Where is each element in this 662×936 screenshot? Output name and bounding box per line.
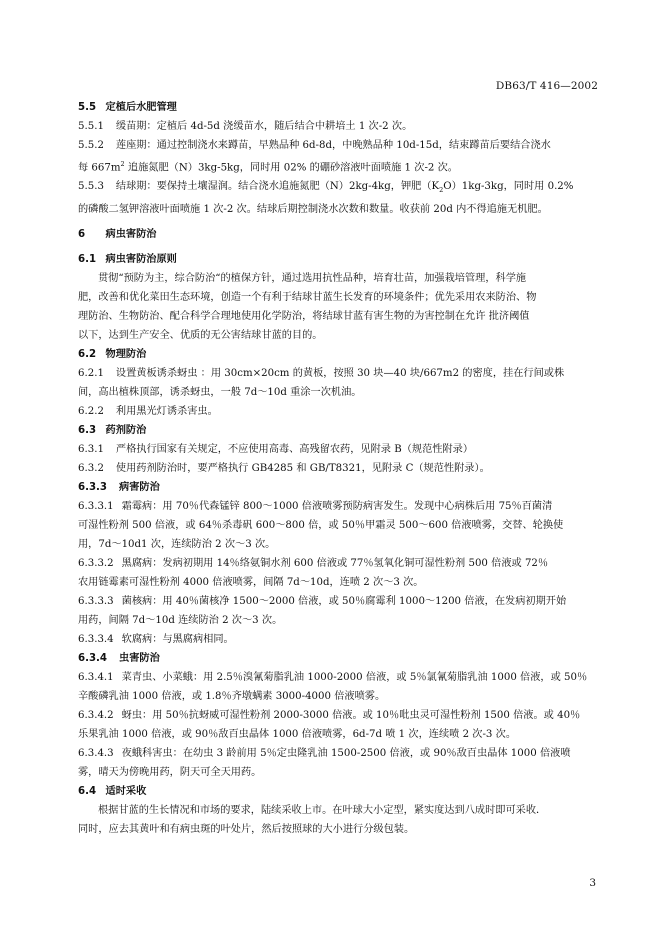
clause-6-3-4-1: 6.3.4.1 菜青虫、小菜蛾：用 2.5％溴氰菊脂乳油 1000-2000 倍液，或 5％氯氰菊脂乳油 1000 倍液，或 50％ <box>78 672 588 684</box>
clause-6-3-3-4: 6.3.3.4 软腐病：与黑腐病相同。 <box>78 634 234 646</box>
clause-6-3-4-3: 6.3.4.3 夜蛾科害虫：在幼虫 3 龄前用 5％定虫隆乳油 1500-2500 倍液，或 90％敌百虫晶体 1000 倍液喷 <box>78 748 571 760</box>
section-heading-6-3-4: 6.3.4 虫害防治 <box>78 653 160 665</box>
clause-6-3-1: 6.3.1 严格执行国家有关规定，不应使用高毒、高残留农药，见附录 B（规范性附录） <box>78 444 474 456</box>
clause-5-5-3: 5.5.3 结球期：要保持土壤湿润。结合浇水追施氮肥（N）2kg-4kg，钾肥$(K_2O)1kg-3kg$，同时用 0.2% <box>78 181 574 195</box>
clause-6-3-4-3-cont: 雾，晴天为傍晚用药，阴天可全天用药。 <box>78 767 262 779</box>
section-heading-6-2: 6.2 物理防治 <box>78 349 147 361</box>
paragraph-6-1-line2: 肥，改善和优化菜田生态环境，创造一个有利于结球甘蓝生长发育的环境条件；优先采用农来防治、物 <box>78 292 537 304</box>
paragraph-6-4-line2: 同时，应去其黄叶和有病虫斑的叶处片，然后按照球的大小进行分级包装。 <box>78 824 415 836</box>
paragraph-6-1-line1: 贯彻“预防为主，综合防治“的植保方针，通过选用抗性品种，培育壮苗，加强栽培管理，科学施 <box>98 273 527 285</box>
clause-6-3-3-3-cont: 用药，间隔 7d～10d 连续防治 2 次～3 次。 <box>78 615 283 627</box>
section-heading-6-3-3: 6.3.3 病害防治 <box>78 482 160 494</box>
clause-6-3-3-2-cont: 农用链霉素可湿性粉剂 4000 倍液喷雾，间隔 7d～10d，连喷 2 次～3 次。 <box>78 577 424 589</box>
section-heading-6-1: 6.1 病虫害防治原则 <box>78 254 177 266</box>
section-heading-5-5: 5.5 定植后水肥管理 <box>78 102 177 113</box>
clause-6-3-4-2: 6.3.4.2 蚜虫：用 50％抗蚜威可湿性粉剂 2000-3000 倍液。或 10％吡虫灵可湿性粉剂 1500 倍液。或 40％ <box>78 710 581 722</box>
clause-5-5-2-cont: 每 $667m^2$ 追施氮肥（N）3kg-5kg，同时用 02% 的硼砂溶液叶面喷施 1 次-2 次。 <box>78 160 458 174</box>
clause-5-5-3-cont: 的磷酸二氢钾溶液叶面喷施 1 次-2 次。结球后期控制浇水次数和数量。收获前 20d 内不得追施无机肥。 <box>78 204 548 216</box>
clause-5-5-1: 5.5.1 缓苗期：定植后 4d-5d 浇缓苗水，随后结合中耕培土 1 次-2 次。 <box>78 121 413 132</box>
clause-6-3-3-1-cont1: 可湿性粉剂 500 倍液，或 64％杀毒矾 600～800 倍，或 50％甲霜灵 500～600 倍液喷雾，交替、轮换使 <box>78 520 564 532</box>
paragraph-6-1-line3: 理防治、生物防治、配合科学合理地使用化学防治，将结球甘蓝有害生物的为害控制在允许 批济阈值 <box>78 311 530 323</box>
clause-6-3-3-2: 6.3.3.2 黑腐病：发病初期用 14％络氨铜水剂 600 倍液或 77％氢氧化铜可湿性粉剂 500 倍液或 72％ <box>78 558 549 570</box>
clause-6-3-2: 6.3.2 使用药剂防治时，要严格执行 GB4285 和 GB/T8321，见附录 C（规范性附录）。 <box>78 463 490 475</box>
section-heading-6: 6 病虫害防治 <box>78 229 157 241</box>
clause-5-5-2: 5.5.2 莲座期：通过控制浇水来蹲苗，早熟品种 6d-8d，中晚熟品种 10d-15d，结束蹲苗后要结合浇水 <box>78 140 551 151</box>
clause-6-2-2: 6.2.2 利用黑光灯诱杀害虫。 <box>78 406 218 418</box>
clause-6-3-3-1-cont2: 用，7d～10d1 次，连续防治 2 次～3 次。 <box>78 539 276 551</box>
clause-6-2-1: 6.2.1 设置黄板诱杀蚜虫 ：用 30cm×20cm 的黄板，按照 30 块—40 块/667m2 的密度，挂在行间或株 <box>78 368 565 380</box>
clause-6-3-3-1: 6.3.3.1 霜霉病：用 70％代森锰锌 800～1000 倍液喷雾预防病害发生。发现中心病株后用 75％百菌清 <box>78 501 553 513</box>
clause-6-2-1-cont: 间，高出植株顶部，诱杀蚜虫，一般 7d～10d 重涂一次机油。 <box>78 387 362 399</box>
clause-6-3-4-2-cont: 乐果乳油 1000 倍液，或 90％敌百虫晶体 1000 倍液喷雾，6d-7d 喷 1 次，连续喷 2 次-3 次。 <box>78 729 517 741</box>
paragraph-6-1-line4: 以下，达到生产安全、优质的无公害结球甘蓝的目的。 <box>78 330 323 342</box>
standard-code: DB63/T 416—2002 <box>495 80 598 92</box>
section-heading-6-3: 6.3 药剂防治 <box>78 425 147 437</box>
paragraph-6-4-line1: 根据甘蓝的生长情况和市场的要求，陆续采收上市。在叶球大小定型，紧实度达到八成时即可采收． <box>98 805 547 817</box>
page-content <box>78 98 598 839</box>
clause-6-3-3-3: 6.3.3.3 菌核病：用 40％菌核净 1500～2000 倍液，或 50％腐霉利 1000～1200 倍液，在发病初期开始 <box>78 596 567 608</box>
page-number: 3 <box>589 877 596 889</box>
clause-6-3-4-1-cont: 辛酸磷乳油 1000 倍液，或 1.8％齐墩螨素 3000-4000 倍液喷雾。 <box>78 691 386 703</box>
section-heading-6-4: 6.4 适时采收 <box>78 786 147 798</box>
